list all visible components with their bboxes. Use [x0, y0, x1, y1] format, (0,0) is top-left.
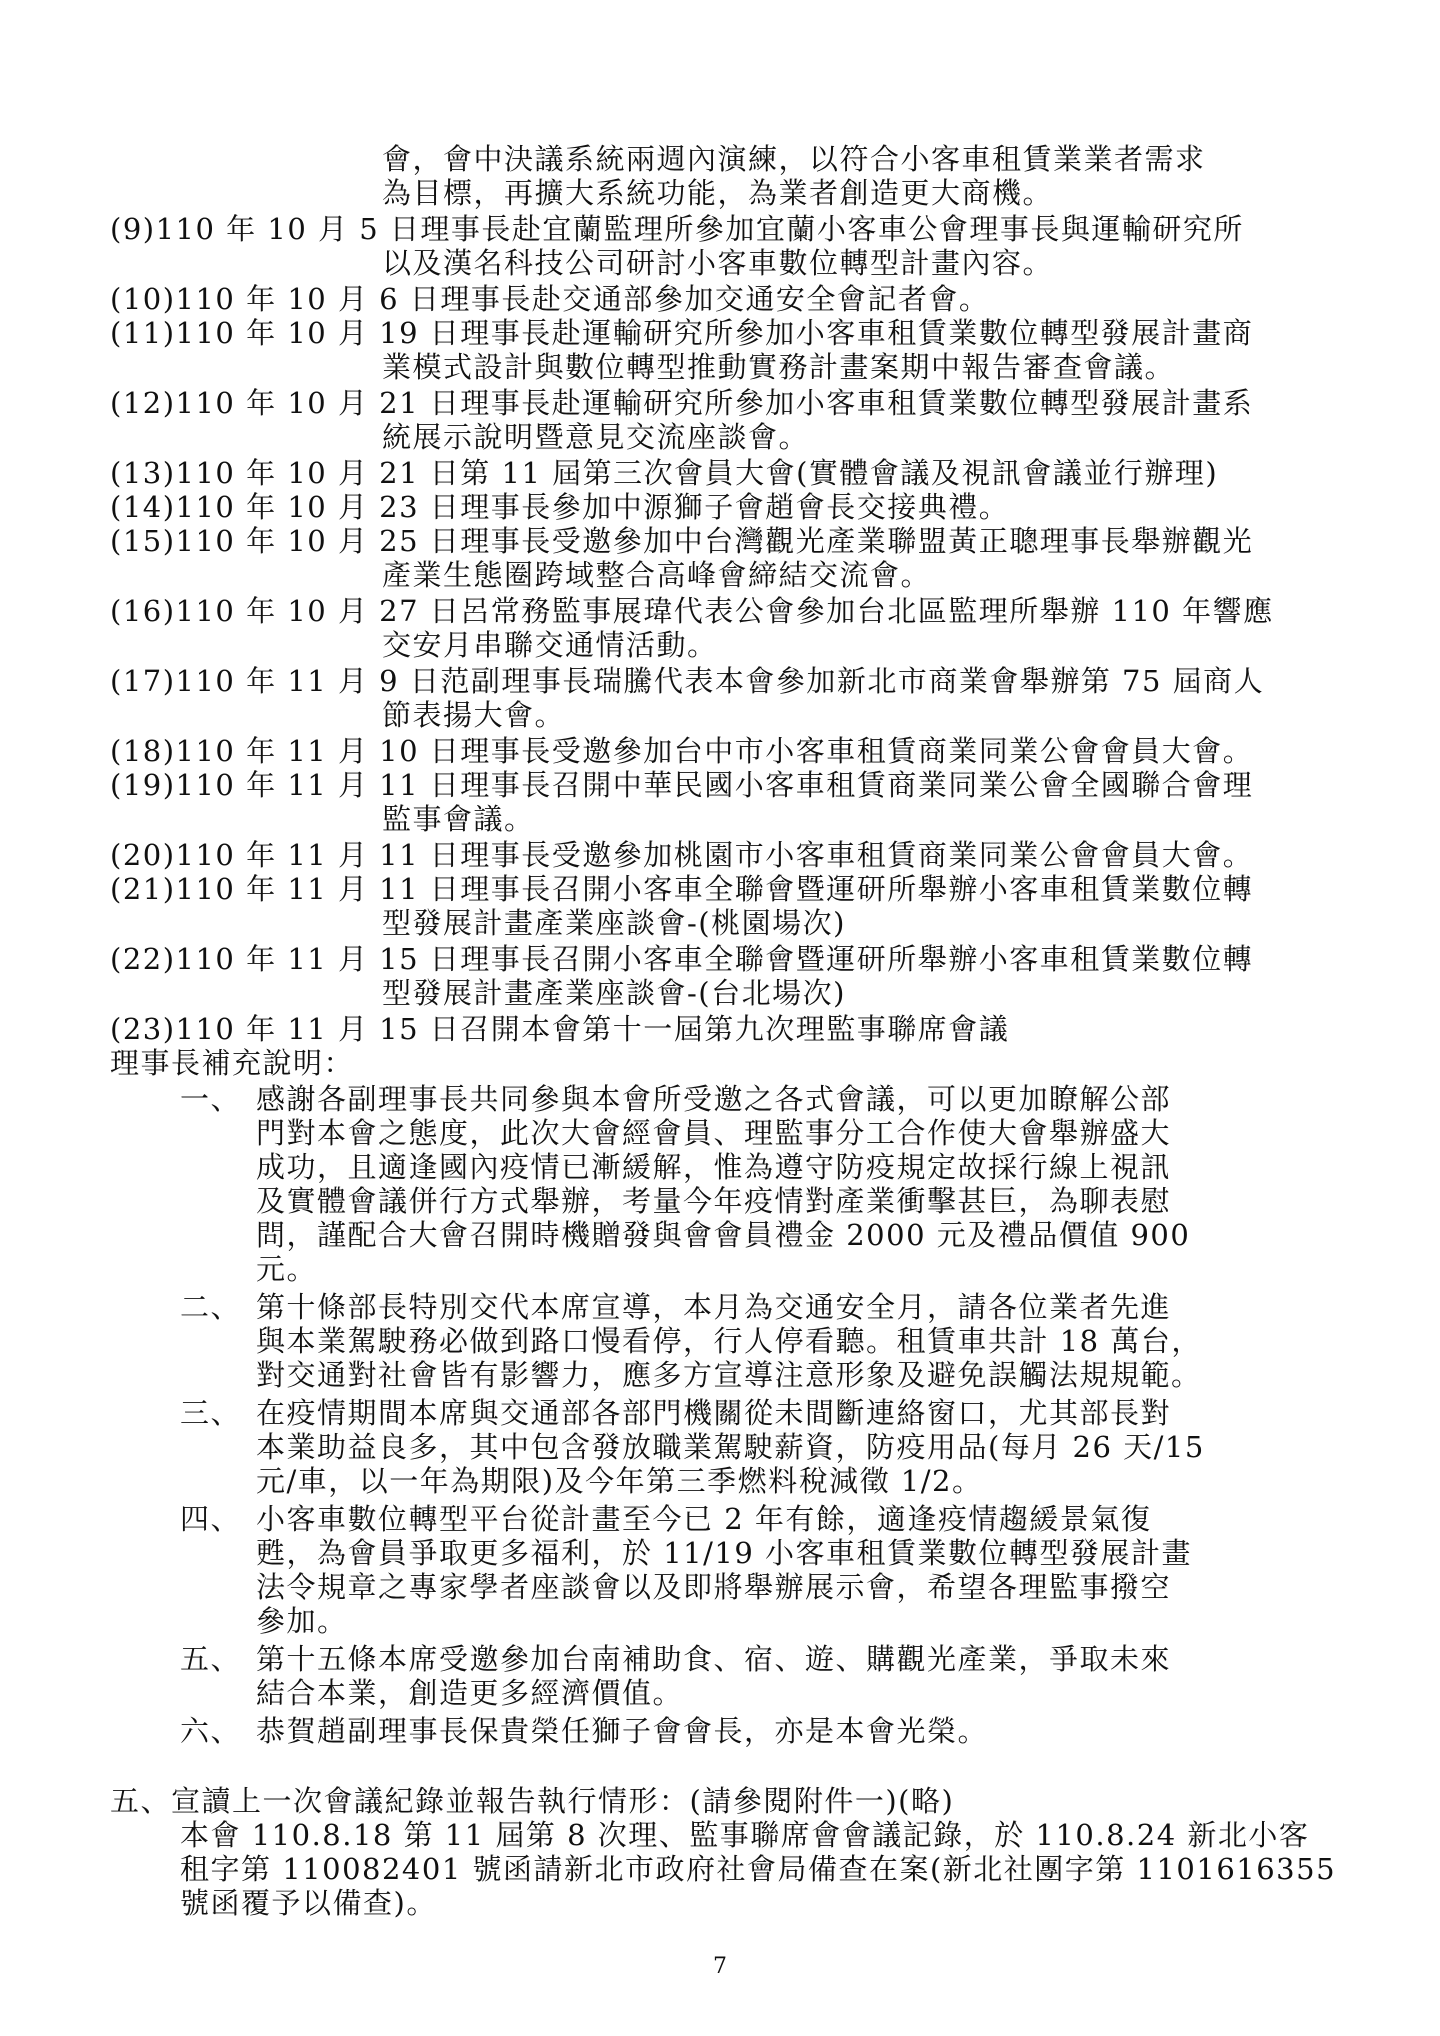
section-five-heading: 五、宣讀上一次會議紀錄並報告執行情形：(請參閱附件一)(略) — [110, 1784, 955, 1818]
chairman-point-number: 二、 — [180, 1290, 242, 1324]
chairman-point-line: 與本業駕駛務必做到路口慢看停，行人停看聽。租賃車共計 18 萬台， — [256, 1324, 1202, 1358]
event-item-12: (12)110 年 10 月 21 日理事長赴運輸研究所參加小客車租賃業數位轉型發展計畫系 — [110, 386, 1254, 420]
chairman-point-line: 元/車，以一年為期限)及今年第三季燃料稅減徵 1/2。 — [256, 1464, 983, 1498]
chairman-point-line: 第十五條本席受邀參加台南補助食、宿、遊、購觀光產業，爭取未來 — [256, 1642, 1172, 1676]
event-item-21: (21)110 年 11 月 11 日理事長召開小客車全聯會暨運研所舉辦小客車租賃業數位轉 — [110, 872, 1254, 906]
chairman-point-line: 甦，為會員爭取更多福利，於 11/19 小客車租賃業數位轉型發展計畫 — [256, 1536, 1193, 1570]
chairman-point-line: 門對本會之態度，此次大會經會員、理監事分工合作使大會舉辦盛大 — [256, 1116, 1172, 1150]
event-item-11: (11)110 年 10 月 19 日理事長赴運輸研究所參加小客車租賃業數位轉型發展計畫商 — [110, 316, 1254, 350]
chairman-point-line: 感謝各副理事長共同參與本會所受邀之各式會議，可以更加瞭解公部 — [256, 1082, 1172, 1116]
chairman-point-line: 本業助益良多，其中包含發放職業駕駛薪資，防疫用品(每月 26 天/15 — [256, 1430, 1205, 1464]
event-item-10: (10)110 年 10 月 6 日理事長赴交通部參加交通安全會記者會。 — [110, 282, 990, 316]
page-number: 7 — [713, 1954, 727, 1979]
event-item-19-cont: 監事會議。 — [382, 802, 535, 836]
chairman-point-number: 三、 — [180, 1396, 242, 1430]
section-five-line: 租字第 110082401 號函請新北市政府社會局備查在案(新北社團字第 1101616355 — [180, 1852, 1337, 1886]
chairman-point-number: 四、 — [180, 1502, 242, 1536]
chairman-point-line: 恭賀趙副理事長保貴榮任獅子會會長，亦是本會光榮。 — [256, 1714, 989, 1748]
event-item-21-cont: 型發展計畫產業座談會-(桃園場次) — [382, 906, 846, 940]
chairman-point-line: 成功，且適逢國內疫情已漸緩解，惟為遵守防疫規定故採行線上視訊 — [256, 1150, 1172, 1184]
event-item-22-cont: 型發展計畫產業座談會-(台北場次) — [382, 976, 846, 1010]
section-five-line: 號函覆予以備查)。 — [180, 1886, 437, 1920]
event-item-11-cont: 業模式設計與數位轉型推動實務計畫案期中報告審查會議。 — [382, 350, 1176, 384]
chairman-point-line: 參加。 — [256, 1604, 348, 1638]
event-item-18: (18)110 年 11 月 10 日理事長受邀參加台中市小客車租賃商業同業公會會員大會。 — [110, 734, 1254, 768]
event-item-16: (16)110 年 10 月 27 日呂常務監事展瑋代表公會參加台北區監理所舉辦 110 年響應 — [110, 594, 1274, 628]
chairman-point-line: 小客車數位轉型平台從計畫至今已 2 年有餘，適逢疫情趨緩景氣復 — [256, 1502, 1152, 1536]
event-item-12-cont: 統展示說明暨意見交流座談會。 — [382, 420, 810, 454]
chairman-point-line: 問，謹配合大會召開時機贈發與會會員禮金 2000 元及禮品價值 900 — [256, 1218, 1191, 1252]
event-item-20: (20)110 年 11 月 11 日理事長受邀參加桃園市小客車租賃商業同業公會會員大會。 — [110, 838, 1254, 872]
event-item-9-cont: 以及漢名科技公司研討小客車數位轉型計畫內容。 — [382, 246, 1054, 280]
event-item-15: (15)110 年 10 月 25 日理事長受邀參加中台灣觀光產業聯盟黃正聰理事長舉辦觀光 — [110, 524, 1254, 558]
event-item-14: (14)110 年 10 月 23 日理事長參加中源獅子會趙會長交接典禮。 — [110, 490, 1010, 524]
chairman-point-number: 一、 — [180, 1082, 242, 1116]
chairman-heading: 理事長補充說明： — [110, 1046, 355, 1080]
chairman-point-line: 及實體會議併行方式舉辦，考量今年疫情對產業衝擊甚巨，為聊表慰 — [256, 1184, 1172, 1218]
chairman-point-line: 元。 — [256, 1252, 318, 1286]
chairman-point-line: 法令規章之專家學者座談會以及即將舉辦展示會，希望各理監事撥空 — [256, 1570, 1172, 1604]
event-continuation-line: 為目標，再擴大系統功能，為業者創造更大商機。 — [382, 176, 1054, 210]
chairman-point-number: 五、 — [180, 1642, 242, 1676]
event-item-15-cont: 產業生態圈跨域整合高峰會締結交流會。 — [382, 558, 932, 592]
event-item-17-cont: 節表揚大會。 — [382, 698, 566, 732]
section-five-line: 本會 110.8.18 第 11 屆第 8 次理、監事聯席會會議記錄，於 110.8.24 新北小客 — [180, 1818, 1310, 1852]
event-item-16-cont: 交安月串聯交通情活動。 — [382, 628, 718, 662]
event-item-17: (17)110 年 11 月 9 日范副理事長瑞騰代表本會參加新北市商業會舉辦第 75 屆商人 — [110, 664, 1265, 698]
chairman-point-line: 在疫情期間本席與交通部各部門機關從未間斷連絡窗口，尤其部長對 — [256, 1396, 1172, 1430]
event-continuation-line: 會，會中決議系統兩週內演練，以符合小客車租賃業業者需求 — [382, 142, 1206, 176]
chairman-point-number: 六、 — [180, 1714, 242, 1748]
chairman-point-line: 結合本業，創造更多經濟價值。 — [256, 1676, 684, 1710]
chairman-point-line: 對交通對社會皆有影響力，應多方宣導注意形象及避免誤觸法規規範。 — [256, 1358, 1202, 1392]
event-item-19: (19)110 年 11 月 11 日理事長召開中華民國小客車租賃商業同業公會全國聯合會理 — [110, 768, 1254, 802]
event-item-23: (23)110 年 11 月 15 日召開本會第十一屆第九次理監事聯席會議 — [110, 1012, 1010, 1046]
event-item-13: (13)110 年 10 月 21 日第 11 屆第三次會員大會(實體會議及視訊會議並行辦理) — [110, 456, 1219, 490]
event-item-9: (9)110 年 10 月 5 日理事長赴宜蘭監理所參加宜蘭小客車公會理事長與運輸研究所 — [110, 212, 1244, 246]
event-item-22: (22)110 年 11 月 15 日理事長召開小客車全聯會暨運研所舉辦小客車租賃業數位轉 — [110, 942, 1254, 976]
chairman-point-line: 第十條部長特別交代本席宣導，本月為交通安全月，請各位業者先進 — [256, 1290, 1172, 1324]
